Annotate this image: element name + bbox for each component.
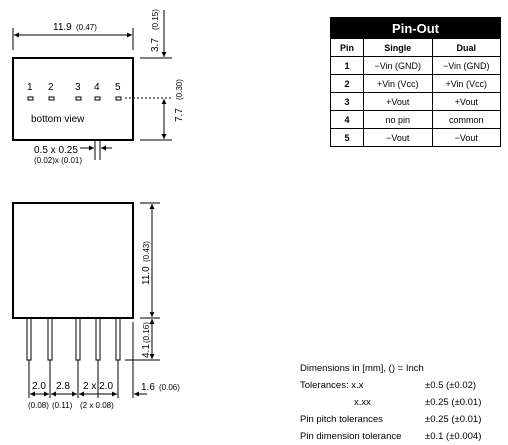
single-cell: −Vin (GND) [364,57,433,75]
side-pin-3 [76,318,80,360]
pin-size-dimension: 0.5 x 0.25 [34,145,78,156]
offset-inch: (0.06) [159,383,180,392]
body-height-inch: (0.43) [142,241,151,262]
side-pin-2 [48,318,52,360]
pitch-inch-1: (0.08) [28,401,49,410]
dual-cell: −Vin (GND) [432,57,501,75]
pin-number-2: 2 [48,82,54,93]
dimensions-heading: Dimensions in [mm], () = Inch [300,363,424,374]
dual-cell: +Vout [432,93,501,111]
pitch-dimension-3: 2 x 2.0 [83,381,114,392]
pin-number-4: 4 [94,82,100,93]
view-caption: bottom view [31,114,85,125]
tolerance-xxx-value: ±0.25 (±0.01) [425,397,482,408]
height-dimension: 7.7 [174,108,185,122]
pitch-inch-2: (0.11) [52,401,73,410]
pin-cell: 4 [331,111,364,129]
tolerance-xx-value: ±0.5 (±0.02) [425,380,477,391]
pin-dimension-tolerance-label: Pin dimension tolerance [300,431,402,442]
pin-cell: 5 [331,129,364,147]
pinout-table [330,17,501,147]
pinout-title: Pin-Out [331,18,501,39]
table-row [331,111,501,129]
height-dimension-inch: (0.30) [175,79,184,100]
pin-number-5: 5 [115,82,121,93]
pin-pad-4 [95,97,100,100]
table-row [331,129,501,147]
pin-size-inch: (0.02)x (0.01) [34,156,83,165]
table-row [331,93,501,111]
pin-cell: 1 [331,57,364,75]
tolerance-xx-label: Tolerances: x.x [300,380,364,391]
pin-cell: 3 [331,93,364,111]
offset-dimension: 1.6 [141,382,155,393]
pin-pad-5 [116,97,121,100]
pitch-dimension-2: 2.8 [56,381,70,392]
module-body-bottom [13,58,133,140]
pitch-dimension-1: 2.0 [32,381,46,392]
side-view [13,203,160,398]
pin-cell: 2 [331,75,364,93]
dual-cell: common [432,111,501,129]
pinout-header-dual: Dual [432,39,501,57]
side-pin-5 [116,318,120,360]
single-cell: +Vout [364,93,433,111]
dual-cell: +Vin (Vcc) [432,75,501,93]
pin-number-1: 1 [27,82,33,93]
pin-clearance-dimension: 3.7 [150,38,161,52]
single-cell: +Vin (Vcc) [364,75,433,93]
pin-number-3: 3 [75,82,81,93]
side-pin-4 [96,318,100,360]
pin-length-dimension: 4.1 [141,344,152,358]
width-dimension-inch: (0.47) [76,23,97,32]
pinout-header-single: Single [364,39,433,57]
side-pin-1 [27,318,31,360]
pin-pitch-tolerance-label: Pin pitch tolerances [300,414,383,425]
pitch-inch-3: (2 x 0.08) [80,401,114,410]
bottom-view [13,10,172,160]
dual-cell: −Vout [432,129,501,147]
tolerance-xxx-label: x.xx [354,397,371,408]
pin-length-inch: (0.16) [142,322,151,343]
single-cell: −Vout [364,129,433,147]
body-height-dimension: 11.0 [141,266,152,285]
pin-pad-2 [49,97,54,100]
pin-pitch-tolerance-value: ±0.25 (±0.01) [425,414,482,425]
single-cell: no pin [364,111,433,129]
table-row [331,75,501,93]
width-dimension: 11.9 [53,22,72,33]
pin-dimension-tolerance-value: ±0.1 (±0.004) [425,431,482,442]
pin-clearance-inch: (0.15) [151,9,160,30]
pin-pad-3 [76,97,81,100]
tolerances-block [300,360,505,445]
module-body-side [13,203,133,318]
table-row [331,57,501,75]
pin-pad-1 [28,97,33,100]
pinout-header-pin: Pin [331,39,364,57]
